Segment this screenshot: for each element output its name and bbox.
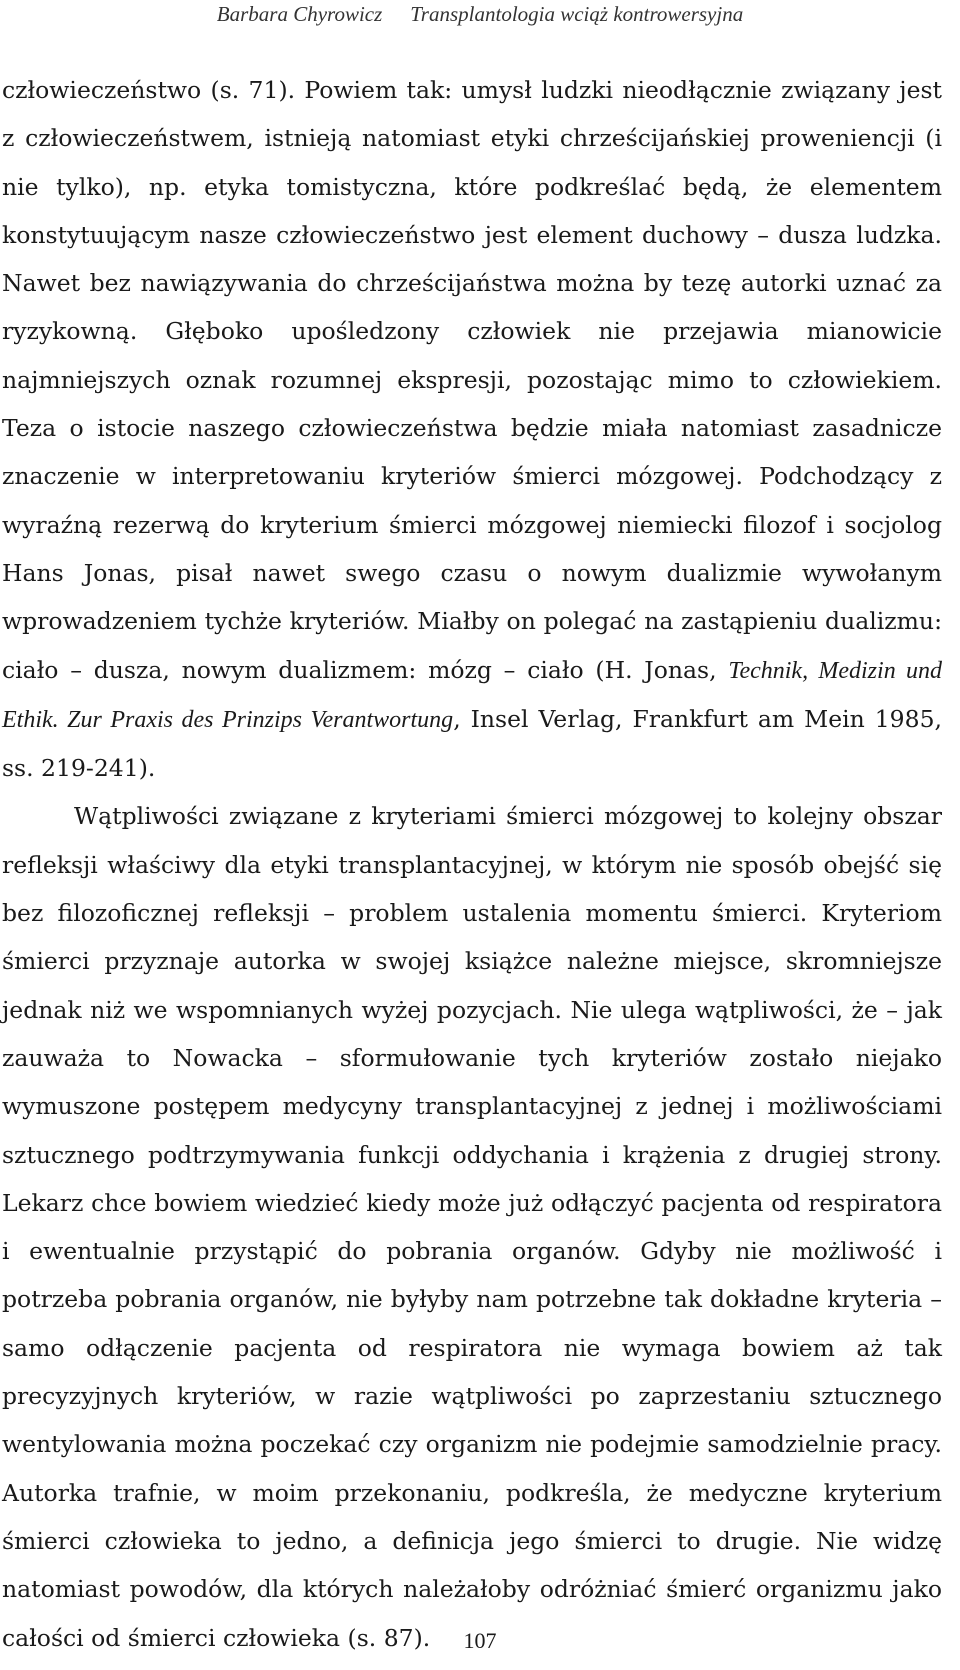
- page-body: [0, 66, 942, 1662]
- paragraph-1: [2, 66, 942, 792]
- running-header: [0, 2, 960, 27]
- book-title-italic: Technik, Medizin und Ethik. Zur Praxis des Prinzips Verantwortung: [2, 657, 942, 733]
- header-author: Barbara Chyrowicz: [216, 2, 383, 26]
- paragraph-1-text-b: , Insel Verlag, Frankfurt am Mein 1985, ss. 219-241).: [2, 704, 942, 783]
- header-title: Transplantologia wciąż kontrowersyjna: [410, 2, 744, 26]
- page-number: 107: [463, 1628, 497, 1653]
- paragraph-1-text-a: człowieczeństwo (s. 71). Powiem tak: umysł ludzki nieodłącznie związany jest z człowieczeństwem, istnieją natomiast etyki chrześcijańskiej proweniencji (i nie tylko), np. etyka tomistyczna, które podkreślać będą, że elementem konstytuującym nasze człowieczeństwo jest element duchowy – dusza ludzka. Nawet bez nawiązywania do chrześcijaństwa można by tezę autorki uznać za ryzykowną. Głęboko upośledzony człowiek nie przejawia mianowicie najmniejszych oznak rozumnej ekspresji, pozostając mimo to człowiekiem. Teza o istocie naszego człowieczeństwa będzie miała natomiast zasadnicze znaczenie w interpretowaniu kryteriów śmierci mózgowej. Podchodzący z wyraźną rezerwą do kryterium śmierci mózgowej niemiecki filozof i socjolog Hans Jonas, pisał nawet swego czasu o nowym dualizmie wywołanym wprowadzeniem tychże kryteriów. Miałby on polegać na zastąpieniu dualizmu: ciało – dusza, nowym dualizmem: mózg – ciało (H. Jonas,: [2, 76, 942, 684]
- paragraph-2: Wątpliwości związane z kryteriami śmierci mózgowej to kolejny obszar refleksji właściwy dla etyki transplantacyjnej, w którym nie sposób obejść się bez filozoficznej refleksji – problem ustalenia momentu śmierci. Kryteriom śmierci przyznaje autorka w swojej książce należne miejsce, skromniejsze jednak niż we wspomnianych wyżej pozycjach. Nie ulega wątpliwości, że – jak zauważa to Nowacka – sformułowanie tych kryteriów zostało niejako wymuszone postępem medycyny transplantacyjnej z jednej i możliwościami sztucznego podtrzymywania funkcji oddychania i krążenia z drugiej strony. Lekarz chce bowiem wiedzieć kiedy może już odłączyć pacjenta od respiratora i ewentualnie przystąpić do pobrania organów. Gdyby nie możliwość i potrzeba pobrania organów, nie byłyby nam potrzebne tak dokładne kryteria – samo odłączenie pacjenta od respiratora nie wymaga bowiem aż tak precyzyjnych kryteriów, w razie wątpliwości po zaprzestaniu sztucznego wentylowania można poczekać czy organizm nie podejmie samodzielnie pracy. Autorka trafnie, w moim przekonaniu, podkreśla, że medyczne kryterium śmierci człowieka to jedno, a definicja jego śmierci to drugie. Nie widzę natomiast powodów, dla których należałoby odróżniać śmierć organizmu jako całości od śmierci człowieka (s. 87).: [2, 802, 942, 1652]
